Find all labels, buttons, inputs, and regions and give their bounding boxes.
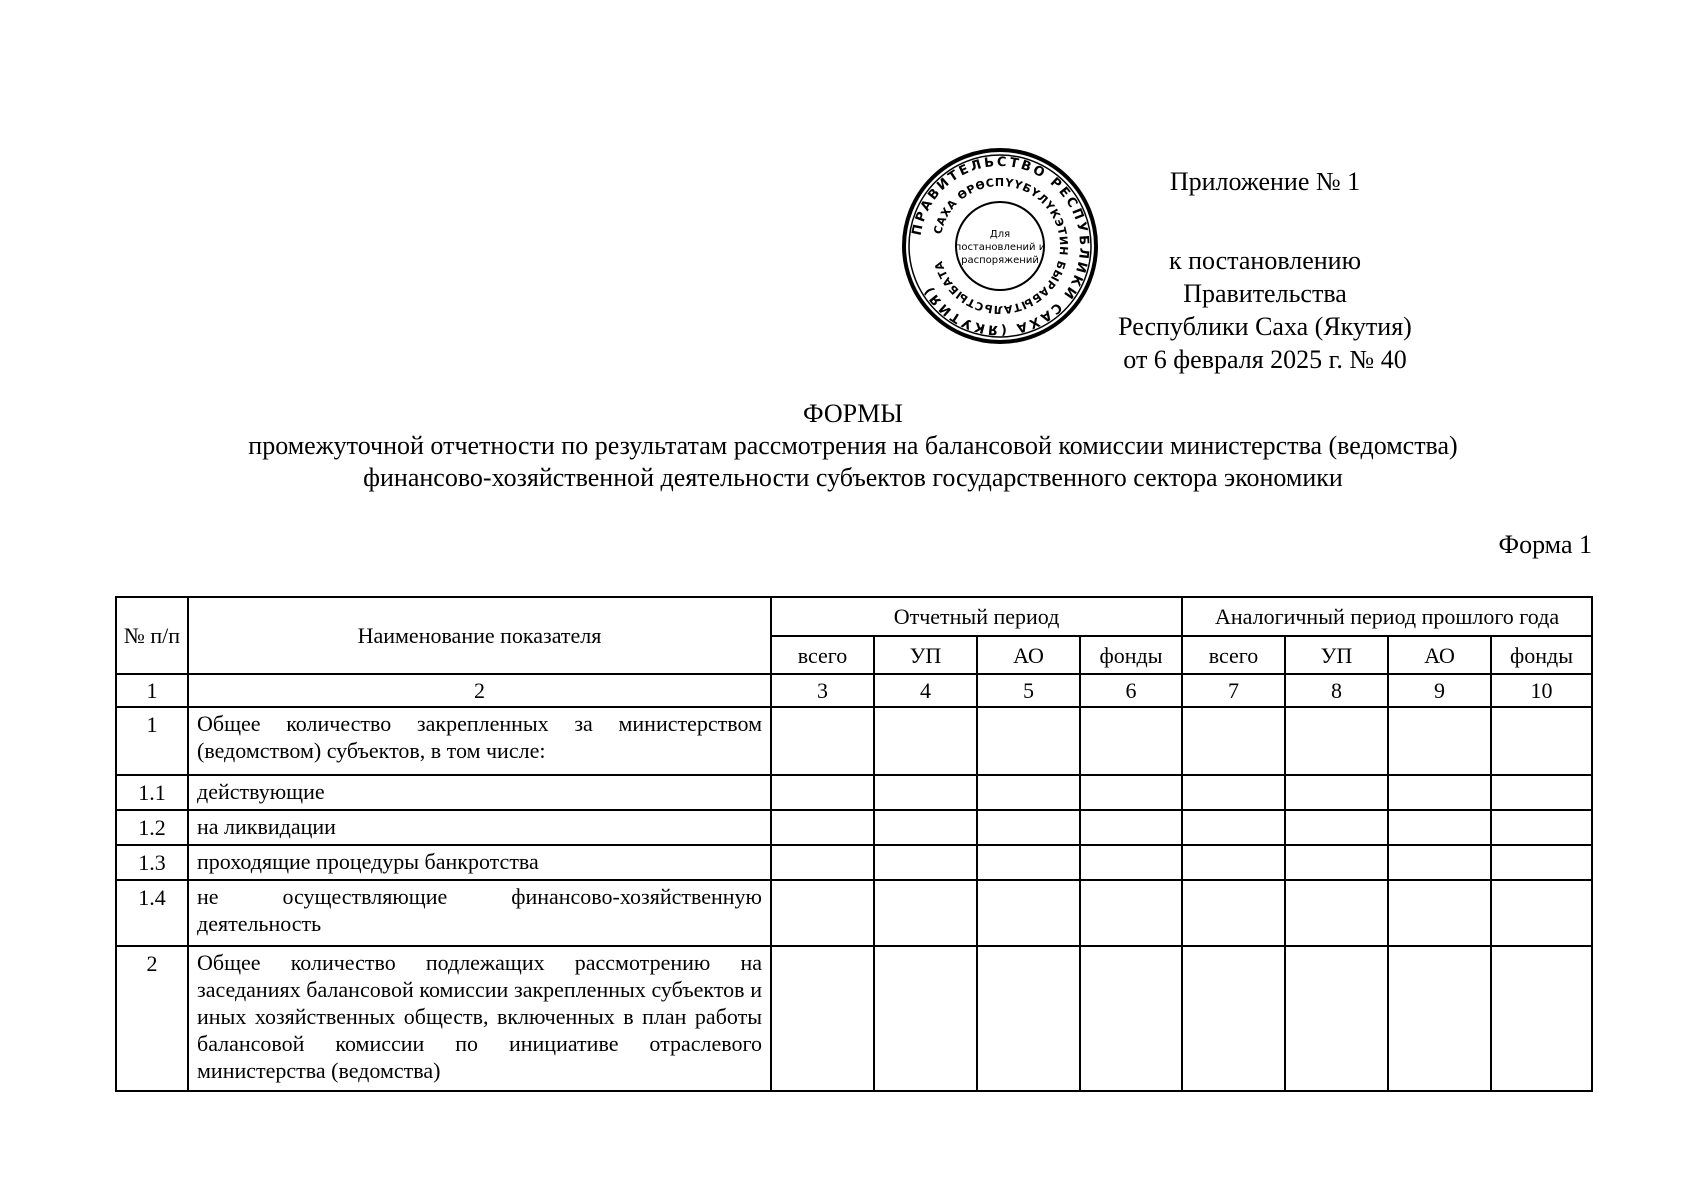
table-row [116, 880, 1592, 946]
document-heading [115, 398, 1591, 494]
column-index-4: 4 [874, 674, 977, 707]
table-cell [1388, 707, 1491, 775]
appendix-title: Приложение № 1 [1169, 167, 1361, 196]
seal-inner-text: САХА ӨРӨСПҮҮБҮЛҮКЭТИН БЫРАБЫТАЛЬСТЫБАТА [931, 175, 1071, 317]
table-cell [771, 707, 874, 775]
table-cell [1080, 775, 1182, 810]
table-cell [771, 880, 874, 946]
header-sub-ao: АО [977, 636, 1080, 674]
table-cell [1388, 880, 1491, 946]
seal-outer-text: ПРАВИТЕЛЬСТВО РЕСПУБЛИКИ САХА (ЯКУТИЯ) [909, 154, 1092, 338]
seal-center-line-3: распоряжений [961, 255, 1039, 266]
seal-center-line-1: Для [989, 229, 1011, 240]
table-row [116, 707, 1592, 775]
table-cell [874, 845, 977, 880]
table-cell [1182, 810, 1285, 845]
table-cell [874, 810, 977, 845]
table-row [116, 775, 1592, 810]
table-cell [771, 845, 874, 880]
column-index-3: 3 [771, 674, 874, 707]
column-index-6: 6 [1080, 674, 1182, 707]
header-sub-funds: фонды [1080, 636, 1182, 674]
table-cell [1491, 810, 1592, 845]
row-num: 1 [116, 707, 188, 775]
table-cell [1080, 810, 1182, 845]
column-index-7: 7 [1182, 674, 1285, 707]
table-cell [1285, 775, 1388, 810]
table-cell [771, 946, 874, 1091]
table-cell [977, 946, 1080, 1091]
appendix-line-3: от 6 февраля 2025 г. № 40 [1123, 345, 1407, 374]
header-sub-funds-prev: фонды [1491, 636, 1592, 674]
table-cell [1491, 707, 1592, 775]
row-name: проходящие процедуры банкротства [188, 845, 771, 880]
table-cell [1080, 880, 1182, 946]
table-cell [1491, 880, 1592, 946]
row-name: Общее количество подлежащих рассмотрению на заседаниях балансовой комиссии закрепленных субъектов и иных хозяйственных обществ, включенных в план работы балансовой комиссии по инициативе отраслевого министерства (ведомства) [188, 946, 771, 1091]
heading-line-3: финансово-хозяйственной деятельности субъектов государственного сектора экономики [363, 463, 1343, 492]
column-index-1: 1 [116, 674, 188, 707]
row-name: действующие [188, 775, 771, 810]
column-index-2: 2 [188, 674, 771, 707]
heading-line-2: промежуточной отчетности по результатам рассмотрения на балансовой комиссии министерства (ведомства) [248, 431, 1458, 460]
row-name: на ликвидации [188, 810, 771, 845]
row-num: 1.4 [116, 880, 188, 946]
table-cell [977, 775, 1080, 810]
table-cell [1080, 845, 1182, 880]
table-cell [977, 707, 1080, 775]
table-cell [1080, 946, 1182, 1091]
table-cell [1285, 707, 1388, 775]
table-cell [1182, 845, 1285, 880]
table-cell [1285, 845, 1388, 880]
table-cell [771, 810, 874, 845]
table-cell [977, 845, 1080, 880]
table-cell [1285, 810, 1388, 845]
seal-center-line-2: постановлений и [954, 242, 1046, 253]
row-num: 2 [116, 946, 188, 1091]
header-name: Наименование показателя [188, 597, 771, 674]
table-cell [874, 775, 977, 810]
header-sub-total-prev: всего [1182, 636, 1285, 674]
table-cell [1388, 946, 1491, 1091]
row-name: не осуществляющие финансово-хозяйственную деятельность [188, 880, 771, 946]
header-sub-ao-prev: АО [1388, 636, 1491, 674]
table-row [116, 845, 1592, 880]
row-name: Общее количество закрепленных за министерством (ведомством) субъектов, в том числе: [188, 707, 771, 775]
row-num: 1.2 [116, 810, 188, 845]
row-num: 1.3 [116, 845, 188, 880]
header-period-current: Отчетный период [771, 597, 1182, 636]
appendix-line-2: Республики Саха (Якутия) [1118, 312, 1412, 341]
appendix-line-1: к постановлению Правительства [1168, 246, 1362, 308]
header-sub-total: всего [771, 636, 874, 674]
table-cell [1182, 707, 1285, 775]
table-cell [1388, 775, 1491, 810]
column-index-9: 9 [1388, 674, 1491, 707]
report-table [115, 596, 1593, 1092]
table-cell [1491, 845, 1592, 880]
column-index-5: 5 [977, 674, 1080, 707]
header-num: № п/п [116, 597, 188, 674]
table-cell [1491, 775, 1592, 810]
column-index-10: 10 [1491, 674, 1592, 707]
heading-title: ФОРМЫ [803, 399, 903, 428]
column-index-8: 8 [1285, 674, 1388, 707]
table-row [116, 810, 1592, 845]
header-period-previous: Аналогичный период прошлого года [1182, 597, 1592, 636]
table-cell [1182, 880, 1285, 946]
table-row [116, 946, 1592, 1091]
header-sub-up: УП [874, 636, 977, 674]
table-cell [1491, 946, 1592, 1091]
appendix-block [1100, 165, 1430, 376]
table-cell [1182, 946, 1285, 1091]
table-cell [977, 880, 1080, 946]
row-num: 1.1 [116, 775, 188, 810]
table-cell [874, 880, 977, 946]
table-cell [874, 707, 977, 775]
table-cell [1388, 810, 1491, 845]
table-cell [771, 775, 874, 810]
table-cell [1388, 845, 1491, 880]
header-sub-up-prev: УП [1285, 636, 1388, 674]
table-cell [1285, 880, 1388, 946]
form-label: Форма 1 [1498, 530, 1592, 559]
table-cell [874, 946, 977, 1091]
table-cell [977, 810, 1080, 845]
table-cell [1182, 775, 1285, 810]
table-cell [1285, 946, 1388, 1091]
table-cell [1080, 707, 1182, 775]
official-seal [900, 146, 1100, 346]
